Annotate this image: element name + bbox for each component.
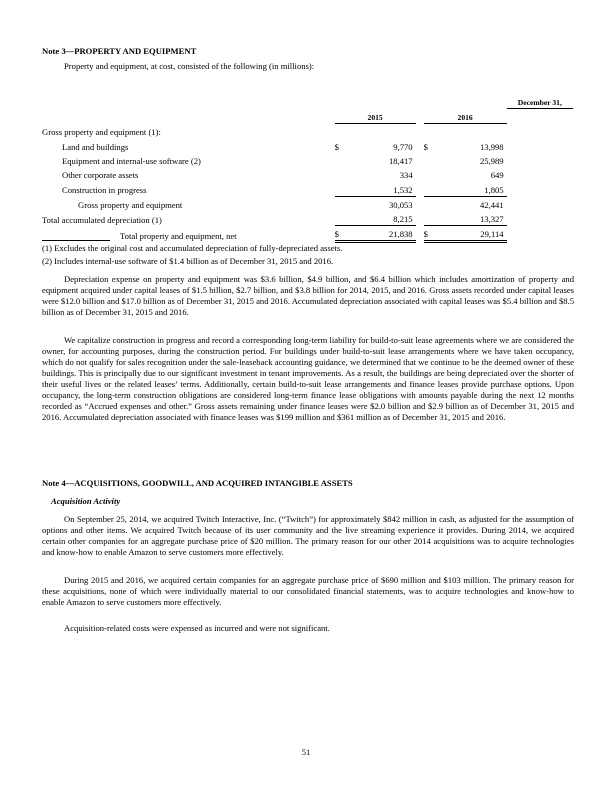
currency-symbol: $ (335, 226, 347, 242)
value-2015: 1,532 (347, 181, 416, 196)
footnote-2: (2) Includes internal-use software of $1.4 billion as of December 31, 2015 and 2016. (42, 256, 334, 266)
depreciation-paragraph: Depreciation expense on property and equipment was $3.6 billion, $4.9 billion, and $6.4 billion which includes amortization of property and equipment acquired under capital leases of $1.5 billion, $2.7 billion, and $3.8 billion for 2014, 2015, and 2016. Gross assets recorded under capital leases were $12.0 billion and $17.0 billion as of December 31, 2015 and 2016. Accumulated depreciation associated with capital leases was $5.4 billion and $8.5 billion as of December 31, 2015 and 2016. (42, 274, 574, 317)
property-equipment-table (42, 94, 573, 243)
construction-paragraph: We capitalize construction in progress and record a corresponding long-term liability for build-to-suit lease agreements where we are considered the owner, for accounting purposes, during the construction period. For buildings under build-to-suit lease arrangements where we have taken occupancy, which do not qualify for sales recognition under the sale-leaseback accounting guidance, we determined that we continue to be the deemed owner of these buildings. This is principally due to our significant investment in tenant improvements. As a result, the buildings are being depreciated over the shorter of their useful lives or the related leases’ terms. Additionally, certain build-to-suit lease arrangements and finance leases provide purchase options. Upon occupancy, the long-term construction obligations are considered long-term finance lease obligations with amounts payable during the next 12 months recorded as “Accrued expenses and other.” Gross assets remaining under finance leases were $2.0 billion and $2.9 billion as of December 31, 2015 and 2016. Accumulated depreciation associated with finance leases was $199 million and $361 million as of December 31, 2015 and 2016. (42, 335, 574, 422)
value-2015: 334 (399, 170, 413, 181)
currency-symbol: $ (423, 141, 428, 152)
table-row (42, 196, 573, 211)
section-label: Gross property and equipment (1): (42, 127, 161, 138)
row-label: Gross property and equipment (78, 199, 183, 210)
value-2016: 13,327 (436, 211, 507, 226)
acquisition-costs-paragraph: Acquisition-related costs were expensed as incurred and were not significant. (64, 623, 330, 633)
twitch-paragraph: On September 25, 2014, we acquired Twitch Interactive, Inc. (“Twitch”) for approximately $842 million in cash, as adjusted for the assumption of options and other items. We acquired Twitch because of its user community and the live streaming experience it provides. During 2014, we acquired certain other companies for an aggregate purchase price of $20 million. The primary reason for our other 2014 acquisitions was to acquire technologies and know-how to enable Amazon to serve customers more effectively. (42, 514, 574, 557)
table-row (42, 138, 573, 152)
table-header-group-row (42, 94, 573, 109)
value-2015: 9,770 (393, 141, 413, 152)
table-row (42, 124, 573, 139)
table-header-year-row (42, 109, 573, 124)
value-2016: 25,989 (479, 155, 504, 166)
table-row (42, 167, 573, 181)
value-2015: 21,838 (347, 226, 416, 242)
value-2015: 8,215 (347, 211, 416, 226)
table-row (42, 153, 573, 167)
row-label: Other corporate assets (62, 170, 139, 181)
value-2016: 29,114 (436, 226, 507, 242)
value-2016: 13,998 (479, 141, 504, 152)
page-number: 51 (301, 747, 311, 757)
header-2016: 2016 (424, 109, 507, 124)
table-row (42, 226, 573, 242)
footnote-divider (42, 240, 110, 241)
table-row (42, 181, 573, 196)
row-label: Total accumulated depreciation (1) (42, 214, 162, 225)
currency-symbol: $ (424, 226, 436, 242)
note3-heading: Note 3—PROPERTY AND EQUIPMENT (42, 46, 197, 56)
table-row (42, 211, 573, 226)
note4-heading: Note 4—ACQUISITIONS, GOODWILL, AND ACQUIRED INTANGIBLE ASSETS (42, 478, 353, 488)
footnote-1: (1) Excludes the original cost and accumulated depreciation of fully-depreciated assets. (42, 243, 343, 253)
value-2016: 649 (490, 170, 504, 181)
row-label: Construction in progress (62, 185, 147, 196)
currency-symbol: $ (334, 141, 339, 152)
value-2015: 30,053 (388, 199, 413, 210)
acquisitions-2015-2016-paragraph: During 2015 and 2016, we acquired certain companies for an aggregate purchase price of $690 million and $103 million. The primary reason for these acquisitions, none of which were individually material to our consolidated financial statements, was to acquire technologies and know-how to enable Amazon to serve customers more effectively. (42, 575, 574, 607)
note3-intro: Property and equipment, at cost, consisted of the following (in millions): (64, 61, 315, 71)
header-december-31: December 31, (507, 94, 573, 109)
row-label: Land and buildings (62, 141, 129, 152)
row-label: Equipment and internal-use software (2) (62, 155, 201, 166)
row-label: Total property and equipment, net (120, 230, 237, 241)
value-2015: 18,417 (388, 155, 413, 166)
header-2015: 2015 (335, 109, 416, 124)
value-2016: 42,441 (479, 199, 504, 210)
value-2016: 1,805 (436, 181, 507, 196)
acquisition-activity-subheading: Acquisition Activity (51, 496, 121, 506)
